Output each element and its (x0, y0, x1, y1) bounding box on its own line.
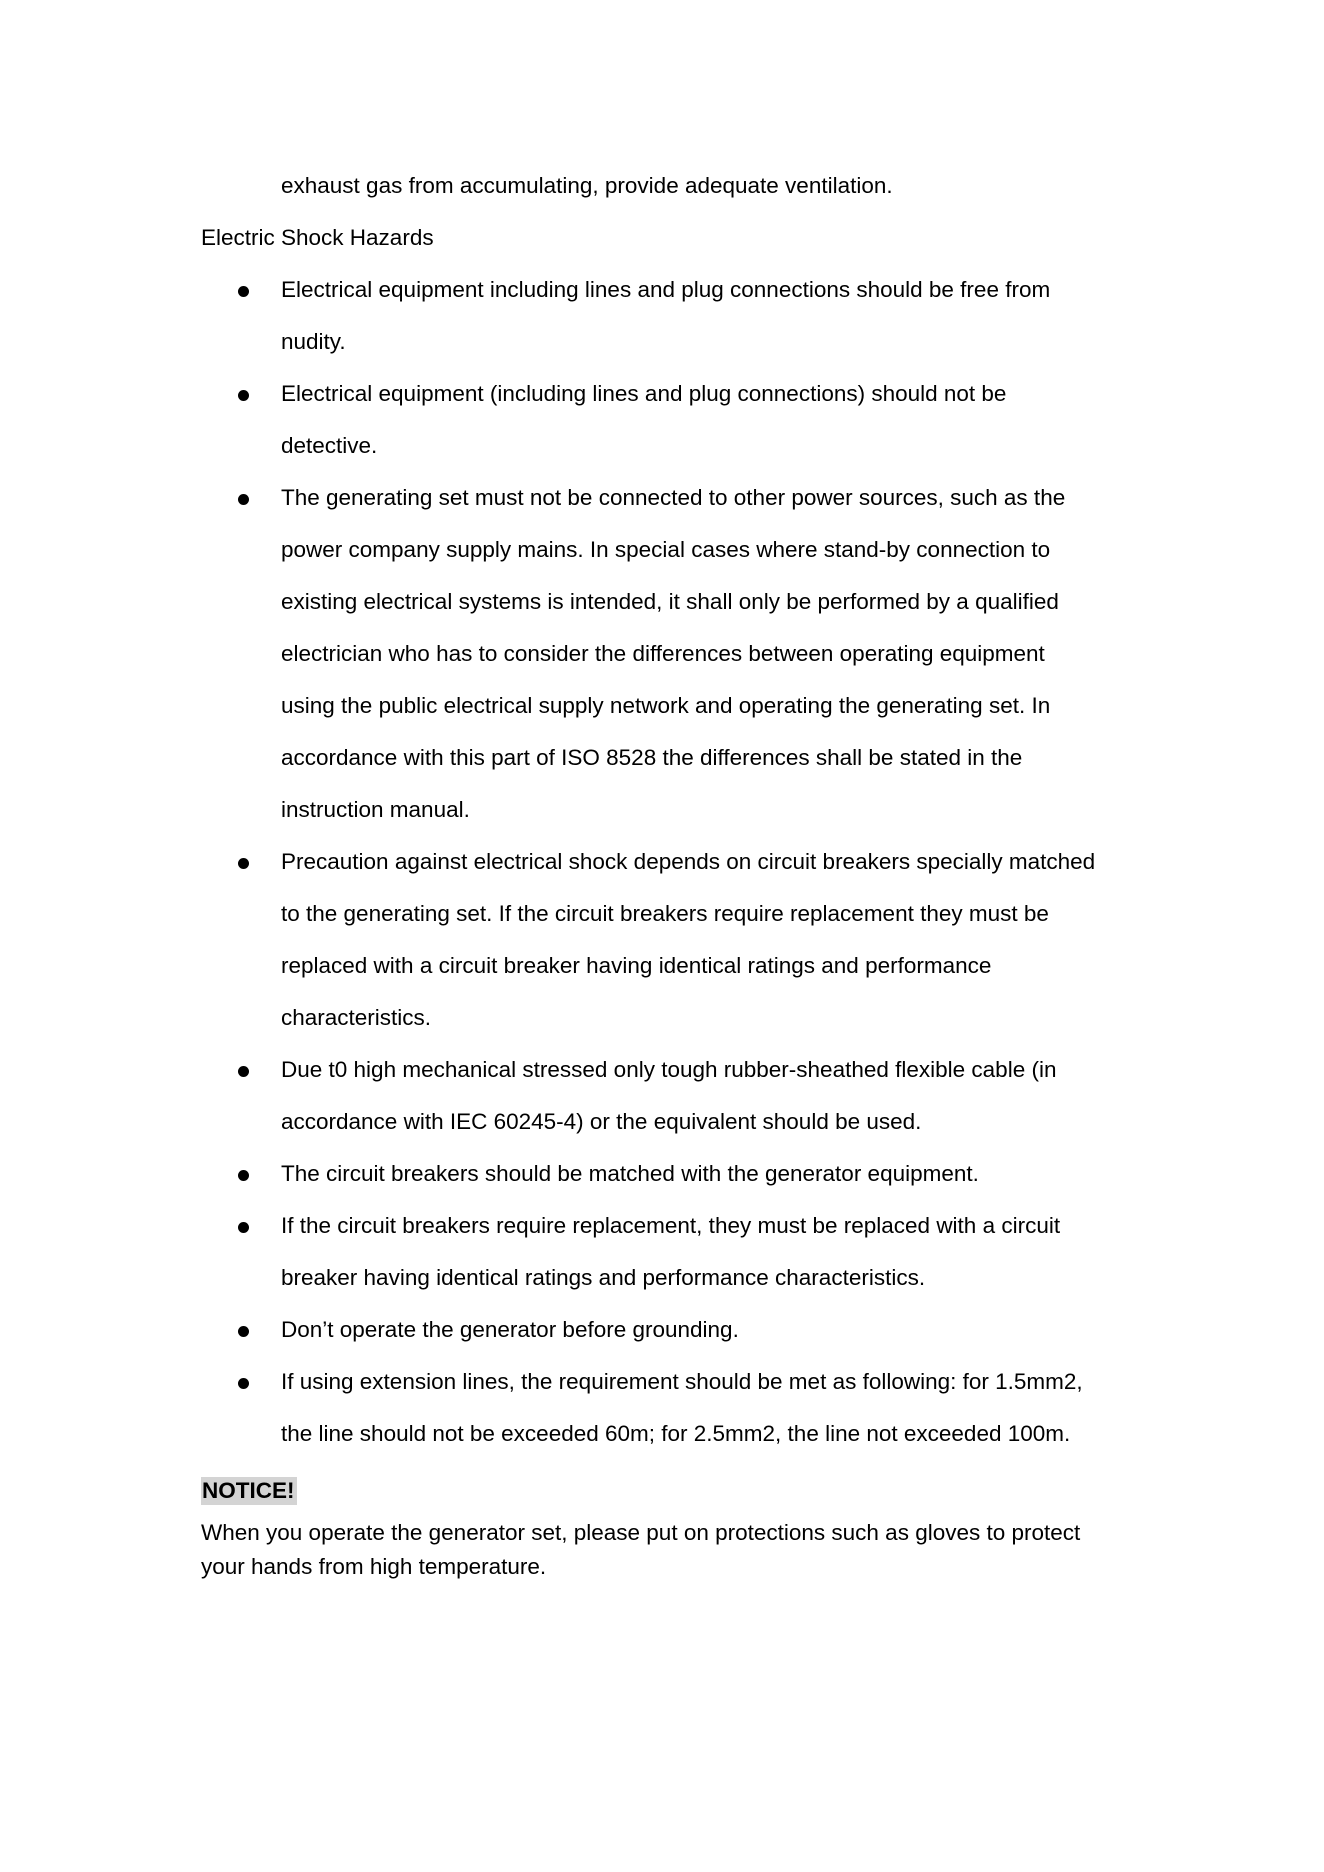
bullet-dot (238, 1326, 249, 1337)
bullet-text-line: existing electrical systems is intended, it shall only be performed by a qualified (281, 589, 1059, 614)
bullet-text-line: characteristics. (281, 1005, 432, 1030)
bullet-text-line: using the public electrical supply network and operating the generating set. In (281, 693, 1051, 718)
bullet-text-line: Electrical equipment (including lines and plug connections) should not be (281, 381, 1007, 406)
bullet-text-line: accordance with this part of ISO 8528 the differences shall be stated in the (281, 745, 1023, 770)
bullet-text-line: The circuit breakers should be matched with the generator equipment. (281, 1161, 979, 1186)
bullet-dot (238, 1222, 249, 1233)
bullet-text-line: detective. (281, 433, 378, 458)
bullet-text-line: accordance with IEC 60245-4) or the equivalent should be used. (281, 1109, 922, 1134)
bullet-text-line: instruction manual. (281, 797, 470, 822)
notice-label: NOTICE! (202, 1478, 295, 1503)
bullet-dot (238, 1066, 249, 1077)
bullet-dot (238, 858, 249, 869)
bullet-text-line: power company supply mains. In special cases where stand-by connection to (281, 537, 1051, 562)
bullet-text-line: Due t0 high mechanical stressed only tough rubber-sheathed flexible cable (in (281, 1057, 1057, 1082)
bullet-text-line: Don’t operate the generator before grounding. (281, 1317, 739, 1342)
bullet-text-line: breaker having identical ratings and performance characteristics. (281, 1265, 926, 1290)
bullet-dot (238, 494, 249, 505)
bullet-text-line: the line should not be exceeded 60m; for 2.5mm2, the line not exceeded 100m. (281, 1421, 1071, 1446)
notice-text-line: When you operate the generator set, please put on protections such as gloves to protect (201, 1520, 1081, 1545)
intro-continuation: exhaust gas from accumulating, provide adequate ventilation. (281, 173, 893, 198)
notice-text-line: your hands from high temperature. (201, 1554, 547, 1579)
bullet-text-line: to the generating set. If the circuit breakers require replacement they must be (281, 901, 1049, 926)
bullet-dot (238, 1378, 249, 1389)
bullet-text-line: Precaution against electrical shock depends on circuit breakers specially matched (281, 849, 1096, 874)
bullet-dot (238, 1170, 249, 1181)
bullet-text-line: Electrical equipment including lines and plug connections should be free from (281, 277, 1051, 302)
bullet-text-line: If the circuit breakers require replacement, they must be replaced with a circuit (281, 1213, 1061, 1238)
bullet-text-line: replaced with a circuit breaker having identical ratings and performance (281, 953, 992, 978)
bullet-text-line: nudity. (281, 329, 346, 354)
bullet-dot (238, 390, 249, 401)
section-heading: Electric Shock Hazards (201, 225, 434, 250)
bullet-text-line: If using extension lines, the requirement should be met as following: for 1.5mm2, (281, 1369, 1083, 1394)
bullet-text-line: electrician who has to consider the differences between operating equipment (281, 641, 1045, 666)
bullet-dot (238, 286, 249, 297)
bullet-text-line: The generating set must not be connected to other power sources, such as the (281, 485, 1066, 510)
